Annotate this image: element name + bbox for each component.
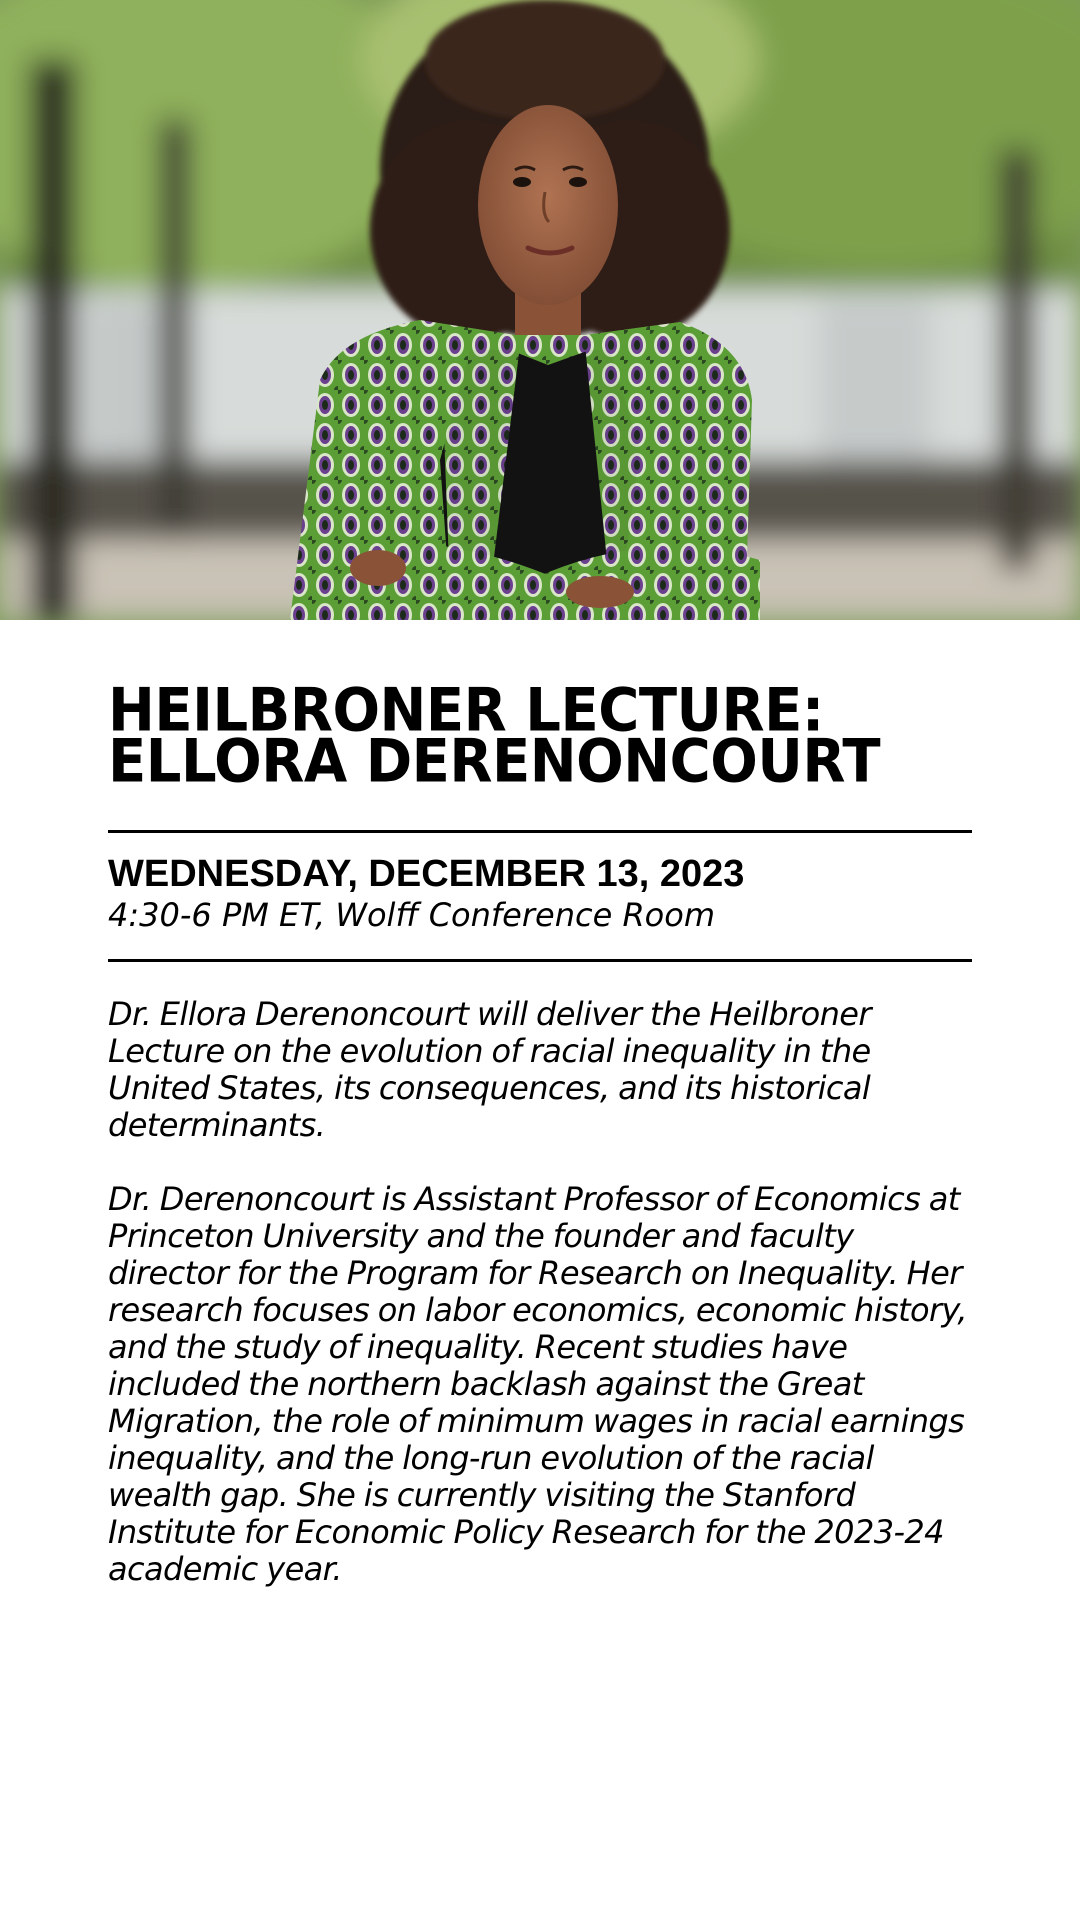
event-details	[108, 676, 972, 1588]
hero-photo	[0, 0, 1080, 620]
event-time-location: 4:30-6 PM ET, Wolff Conference Room	[108, 896, 715, 934]
event-title-line-2: ELLORA DERENONCOURT	[108, 727, 881, 797]
event-title-line-1: HEILBRONER LECTURE:	[108, 676, 824, 746]
description-paragraph-1: Dr. Ellora Derenoncourt will deliver the Heilbroner Lecture on the evolution of racial inequality in the United States, its consequences, and its historical determinants.	[108, 995, 871, 1144]
bio-paragraph: Dr. Derenoncourt is Assistant Professor of Economics at Princeton University and the founder and faculty director for the Program for Research on Inequality. Her research focuses on labor economics, economic history, and the study of inequality. Recent studies have included the northern backlash against the Great Migration, the role of minimum wages in racial earnings inequality, and the long-run evolution of the racial wealth gap. She is currently visiting the Stanford Institute for Economic Policy Research for the 2023-24 academic year.	[108, 1180, 967, 1588]
divider-bottom	[108, 959, 972, 962]
divider-top	[108, 830, 972, 833]
event-title	[108, 676, 972, 797]
event-date: WEDNESDAY, DECEMBER 13, 2023	[108, 853, 745, 895]
